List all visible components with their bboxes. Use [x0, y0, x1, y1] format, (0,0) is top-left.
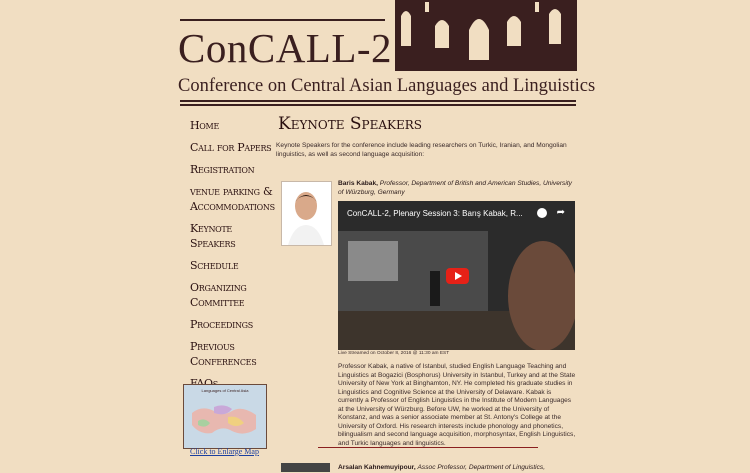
nav-registration[interactable]: Registration — [190, 163, 255, 176]
share-icon[interactable]: ➦ — [556, 207, 565, 218]
speaker-affiliation: Professor, Department of British and American Studies, University of Würzburg, Germany — [338, 180, 572, 196]
central-asia-map-thumbnail[interactable] — [183, 384, 267, 449]
nav-organizing-committee[interactable]: Organizing Committee — [190, 281, 247, 309]
header-rule-b — [180, 104, 576, 106]
video-caption: Live Streamed on October 8, 2016 @ 11:30 am EST — [338, 351, 450, 356]
nav-proceedings[interactable]: Proceedings — [190, 318, 253, 331]
play-button[interactable] — [446, 268, 469, 284]
speaker-name-2: Arsalan Kahnemuyipour, — [338, 464, 416, 471]
header-rule-a — [180, 100, 576, 102]
nav-call-for-papers[interactable]: Call for Papers — [190, 141, 272, 154]
map-title: Languages of Central Asia — [201, 388, 249, 393]
watch-later-icon[interactable] — [537, 208, 547, 218]
speaker-name: Baris Kabak, — [338, 180, 378, 187]
nav-venue-parking[interactable]: venue parking & Accommodations — [190, 185, 275, 213]
video-player[interactable] — [338, 201, 575, 350]
skyline-banner-icon — [395, 0, 577, 71]
site-subtitle: Conference on Central Asian Languages and Linguistics — [178, 76, 596, 96]
speaker-affiliation-2: Assoc Professor, Department of Linguistics, — [417, 464, 546, 471]
speaker-bio: Professor Kabak, a native of Istanbul, studied English Language Teaching and Linguistics at Bogazici (Bosphorus) University in Istanbul, Turkey and at the State University of New York at Binghamton, NY. He completed his graduate studies in Linguistics and Cognitive Science at the University of Delaware. Kabak is currently a Professor of English Linguistics in the Institute of Modern Languages at the University of Würzburg. Before UW, he worked at the University of Konstanz, and was a senior associate member at St. Antony's College at the University of Oxford. His research interests include phonology and phonetics, bilingualism and second language acquisition, morphosyntax, English Linguistics, and Turkic languages and linguistics. — [338, 363, 576, 447]
video-title: ConCALL-2, Plenary Session 3: Barış Kabak, R... — [347, 209, 523, 218]
speaker-info-2 — [338, 464, 578, 473]
nav-keynote-speakers[interactable]: Keynote Speakers — [190, 222, 236, 250]
speaker-photo — [281, 181, 332, 246]
speaker-info — [338, 180, 578, 197]
nav-previous-conferences[interactable]: Previous Conferences — [190, 340, 257, 368]
site-header — [178, 0, 596, 110]
site-logo[interactable]: ConCALL-2 — [178, 25, 393, 71]
intro-text: Keynote Speakers for the conference include leading researchers on Turkic, Iranian, and Mongolian linguistics, as well as second language acquisition: — [276, 142, 567, 158]
enlarge-map-link[interactable]: Click to Enlarge Map — [190, 447, 259, 456]
section-divider — [318, 447, 538, 448]
speaker-portrait-icon — [282, 182, 331, 245]
map-regions-icon — [184, 393, 266, 445]
page-title: Keynote Speakers — [278, 114, 423, 134]
speaker-photo-2 — [281, 463, 330, 472]
sidebar-nav — [190, 118, 274, 391]
header-rule — [180, 19, 385, 21]
nav-schedule[interactable]: Schedule — [190, 259, 239, 272]
nav-home[interactable]: Home — [190, 119, 219, 132]
